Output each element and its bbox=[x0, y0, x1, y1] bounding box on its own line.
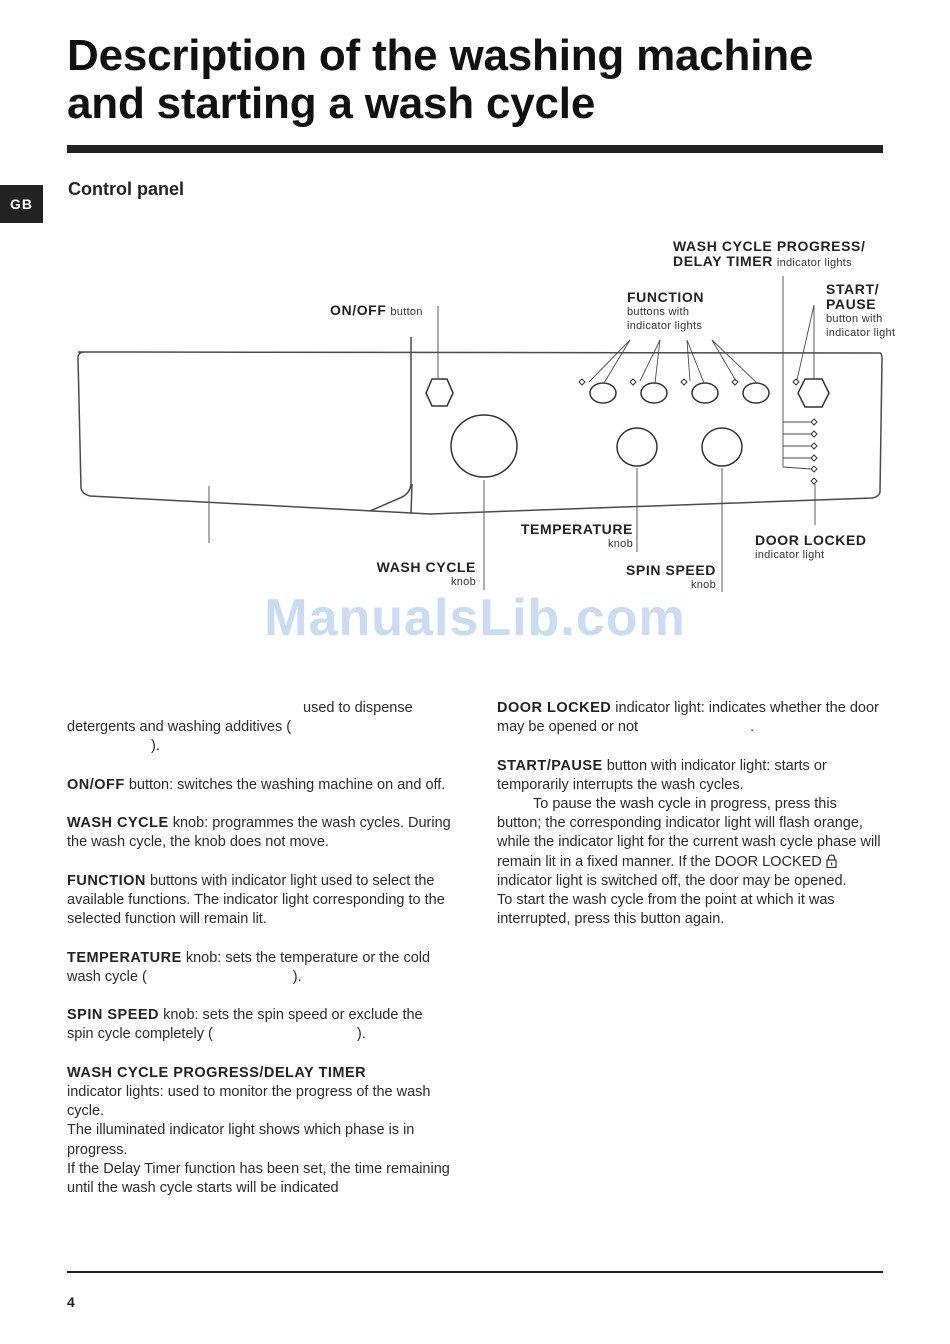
start-pause-label-sub1: button with bbox=[826, 313, 883, 325]
door-locked-label-sub: indicator light bbox=[755, 549, 825, 561]
function-light-1 bbox=[579, 379, 585, 385]
temperature-knob-shape bbox=[617, 428, 657, 466]
start-pause-light bbox=[793, 379, 799, 385]
drawer-divider bbox=[370, 337, 411, 511]
wash-cycle-paragraph: WASH CYCLE knob: programmes the wash cycles. During the wash cycle, the knob does not move. bbox=[67, 815, 451, 851]
lock-icon bbox=[826, 854, 837, 868]
function-paragraph: FUNCTION buttons with indicator light used to select the available functions. The indicator light corresponding to the selected function will remain lit. bbox=[67, 872, 445, 928]
temperature-label bbox=[503, 522, 633, 551]
language-tab[interactable]: GB bbox=[0, 185, 43, 223]
left-column bbox=[67, 699, 452, 1217]
function-label-sub2: indicator lights bbox=[627, 320, 703, 332]
watermark: ManualsLib.com bbox=[264, 589, 686, 647]
progress-label bbox=[673, 239, 865, 271]
section-heading: Control panel bbox=[68, 179, 184, 199]
progress-label-title2: DELAY TIMER bbox=[673, 253, 773, 269]
right-column bbox=[497, 699, 882, 949]
door-locked-light bbox=[811, 478, 817, 484]
progress-paragraph: WASH CYCLE PROGRESS/DELAY TIMER indicator lights: used to monitor the progress of the wash cycle. The illuminated indicator light shows which phase is in progress. If the Delay Timer function has been set, the time remaining until the wash cycle starts will be indicated bbox=[67, 1064, 450, 1196]
start-pause-label bbox=[826, 282, 895, 340]
function-button-1-shape bbox=[590, 383, 616, 403]
door-locked-label-title: DOOR LOCKED bbox=[755, 532, 867, 548]
progress-light-1 bbox=[811, 419, 817, 425]
onoff-paragraph: ON/OFF button: switches the washing machine on and off. bbox=[67, 776, 446, 793]
start-pause-label-sub2: indicator light bbox=[826, 327, 896, 339]
temperature-label-title: TEMPERATURE bbox=[520, 521, 633, 537]
progress-light-4 bbox=[811, 455, 817, 461]
page-title-line1: Description of the washing machine bbox=[67, 31, 814, 80]
progress-light-5 bbox=[811, 466, 817, 472]
control-panel-diagram bbox=[0, 0, 950, 620]
function-button-4-shape bbox=[743, 383, 769, 403]
start-pause-button-shape bbox=[798, 379, 829, 407]
spin-speed-label-title: SPIN SPEED bbox=[625, 562, 716, 578]
page-number: 4 bbox=[67, 1294, 75, 1310]
function-button-2-shape bbox=[641, 383, 667, 403]
progress-label-sub: indicator lights bbox=[776, 257, 852, 269]
spin-speed-knob-shape bbox=[702, 428, 742, 466]
spin-speed-label-sub: knob bbox=[690, 579, 716, 591]
start-pause-paragraph: START/PAUSE button with indicator light: starts or temporarily interrupts the wash cycles. To pause the wash cycle in progress, press this button; the corresponding indicator light will flash orange, while the indicator light for the current wash cycle phase will remain lit in a fixed manner. If the DOOR LOCKED indicator light is switched off, the door may be opened. To start the wash cycle from the point at which it was interrupted, press this button again. bbox=[497, 757, 881, 928]
onoff-button-shape bbox=[426, 379, 453, 406]
wash-cycle-label bbox=[346, 560, 476, 589]
wash-cycle-knob-shape bbox=[451, 415, 517, 477]
start-pause-label-title1: START/ bbox=[826, 281, 880, 297]
function-label bbox=[627, 290, 704, 333]
footer-rule bbox=[67, 1271, 883, 1273]
onoff-label bbox=[330, 303, 423, 320]
spin-speed-paragraph: SPIN SPEED knob: sets the spin speed or exclude the spin cycle completely ( ). bbox=[67, 1007, 423, 1043]
function-light-3 bbox=[681, 379, 687, 385]
function-light-2 bbox=[630, 379, 636, 385]
function-button-3-shape bbox=[692, 383, 718, 403]
start-pause-label-title2: PAUSE bbox=[826, 296, 877, 312]
wash-cycle-label-title: WASH CYCLE bbox=[376, 559, 476, 575]
door-locked-label bbox=[755, 533, 867, 562]
function-label-sub1: buttons with bbox=[627, 306, 690, 318]
door-locked-paragraph: DOOR LOCKED indicator light: indicates whether the door may be opened or not . bbox=[497, 700, 879, 736]
drawer-divider-inner bbox=[411, 484, 412, 514]
progress-light-2 bbox=[811, 431, 817, 437]
onoff-label-title: ON/OFF bbox=[330, 302, 387, 318]
progress-light-3 bbox=[811, 443, 817, 449]
temperature-label-sub: knob bbox=[607, 538, 633, 550]
temperature-paragraph: TEMPERATURE knob: sets the temperature or the cold wash cycle ( ). bbox=[67, 949, 431, 985]
function-label-title: FUNCTION bbox=[627, 289, 705, 305]
detergent-paragraph: used to dispense detergents and washing additives ( ). bbox=[67, 700, 413, 755]
progress-label-title: WASH CYCLE PROGRESS/ bbox=[673, 238, 866, 254]
onoff-label-sub: button bbox=[390, 306, 423, 318]
wash-cycle-label-sub: knob bbox=[450, 576, 476, 588]
page-title-line2: and starting a wash cycle bbox=[67, 79, 596, 128]
